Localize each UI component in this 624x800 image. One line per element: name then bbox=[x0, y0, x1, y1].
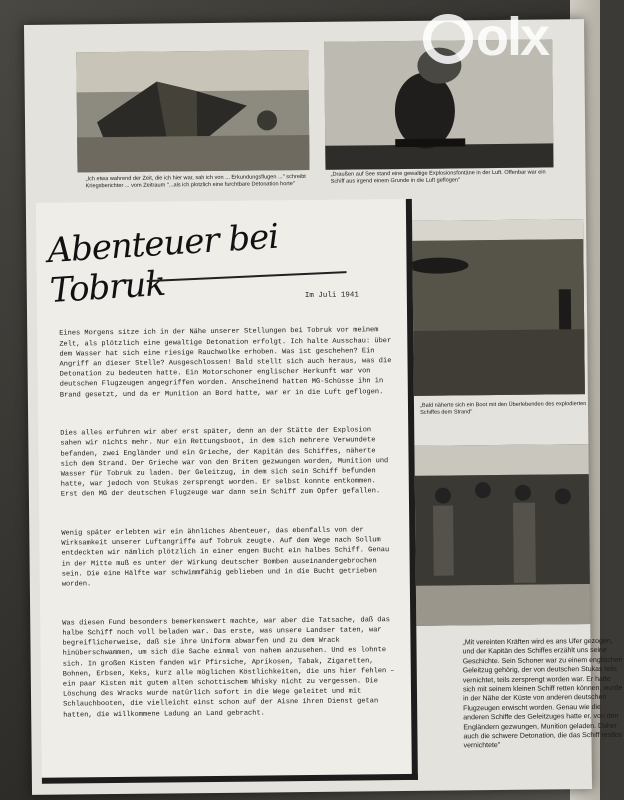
article-date: Im Juli 1941 bbox=[304, 291, 359, 301]
article-paragraph: Dies alles erfuhren wir aber erst später, denn an der Stätte der Explosion sahen wir nichts mehr. Nur ein Rettungsboot, in dem sich mehrere Verwundete befanden, zwei Engländer und ein Grieche, der Kapitän des Schiffes, näherte sich dem Strand. Der Grieche war von den Briten gezwungen worden, Munition und Wasser für Tobruk zu laden. Der Geleitzug, in dem sich sein Schiff befunden hatte, war jedoch von Stukas zersprengt worden. Er selbst konnte entkommen. Erst den MG der deutschen Flugzeuge war dann sein Schiff zum Opfer gefallen. bbox=[60, 426, 393, 500]
photo-tent bbox=[76, 50, 309, 172]
photo-boat-caption: „Bald näherte sich ein Boot mit den Überlebenden des explodierten Schiffes dem Strand" bbox=[419, 401, 587, 416]
article-box bbox=[36, 199, 418, 784]
photo-explosion-caption: „Draußen auf See stand eine gewaltige Explosionsfontäne in der Luft. Offenbar war ein Schiff aus irgend einem Grunde in die Luft geflogen" bbox=[330, 169, 546, 185]
article-headline: Abenteuer bei Tobruk bbox=[46, 216, 280, 312]
photo-crowd bbox=[412, 444, 590, 626]
watermark-text bbox=[420, 6, 590, 76]
article-paragraph: Eines Morgens sitze ich in der Nähe unserer Stellungen bei Tobruk vor meinem Zelt, als plötzlich eine gewaltige Detonation erfolgt. Ich halte Ausschau: über dem Wasser hat sich eine riesige Rauchwolke erhoben. Was ist geschehen? Ein Angriff an dieser Stelle? Ausgeschlossen! Bald stellt sich auch heraus, was die Detonation zu bedeuten hatte. Ein Motorschoner englischer Herkunft war von deutschen Flugzeugen angegriffen worden. Anscheinend hatten MG-Schüsse ihn in Brand gesetzt, und da er Munition an Bord hatte, war er in die Luft geflogen. bbox=[59, 326, 396, 400]
article-paragraph: Wenig später erlebten wir ein ähnliches Abenteuer, das ebenfalls von der Wirksamkeit unserer Luftangriffe auf Tobruk zeugte. Auf dem Wege nach Sollum entdeckten wir nämlich plötzlich in einer engen Bucht ein halbes Schiff. Genau in der Mitte muß es unter der Wirkung deutscher Bomben auseinandergebrochen sein. Die eine Hälfte war schwimmfähig geblieben und in die Bucht getrieben worden. bbox=[61, 526, 394, 589]
crowd-caption: „Mit vereinten Kräften wird es ans Ufer gezogen, und der Kapitän des Schiffes erzählt uns seine Geschichte. Sein Schoner war zu einem englischen Geleitzug gehörig, der von deutschen Stukas teils vernichtet, teils zersprengt worden war. Er hatte sich mit seinem kleinen Schiff retten können, wurde in der Nähe der Küste von anderen deutschen Flugzeugen erwischt worden. Genau wie die anderen Schiffe des Geleitzuges hatte er, von den Engländern gezwungen, Munition geladen. Daher auch die schwere Detonation, die das Schiff restlos vernichtete" bbox=[462, 637, 623, 750]
watermark-label: olx bbox=[476, 7, 549, 67]
article-paragraph: Was diesen Fund besonders bemerkenswert machte, war aber die Tatsache, daß das halbe Schiff noch voll beladen war. Das erste, was unsere Landser taten, war begreiflicherweise, daß sie ihre Uniform abwarfen und zu dem Wrack hinüberschwammen, um sich die Sache einmal von nahem anzusehen. Und es lohnte sich. In großen Kisten fanden wir Pfirsiche, Aprikosen, Tabak, Zigaretten, Bohnen, Erbsen, Keks, kurz alle möglichen Köstlichkeiten, die uns hier fehlen – ein paar Kisten mit gutem alten schottischem Whisky nicht zu vergessen. Die Löschung des Wracks wurde natürlich sofort in die Wege geleitet und mit Schlauchbooten, die vielleicht einst schon auf der Aisne ihren Dienst getan hatten, die willkommene Ladung an Land gebracht. bbox=[62, 615, 399, 720]
photo-tent-caption: „Ich etwa wahrend der Zeit, die ich hier war, sah ich von ... Erkundungsflugen ..." schreibt Kriegsberichter ... vom Zeitraum "...als ich plotzlich eine furchtbare Detonation horte" bbox=[85, 174, 306, 190]
magazine-page bbox=[24, 19, 623, 795]
article-body bbox=[59, 305, 399, 749]
